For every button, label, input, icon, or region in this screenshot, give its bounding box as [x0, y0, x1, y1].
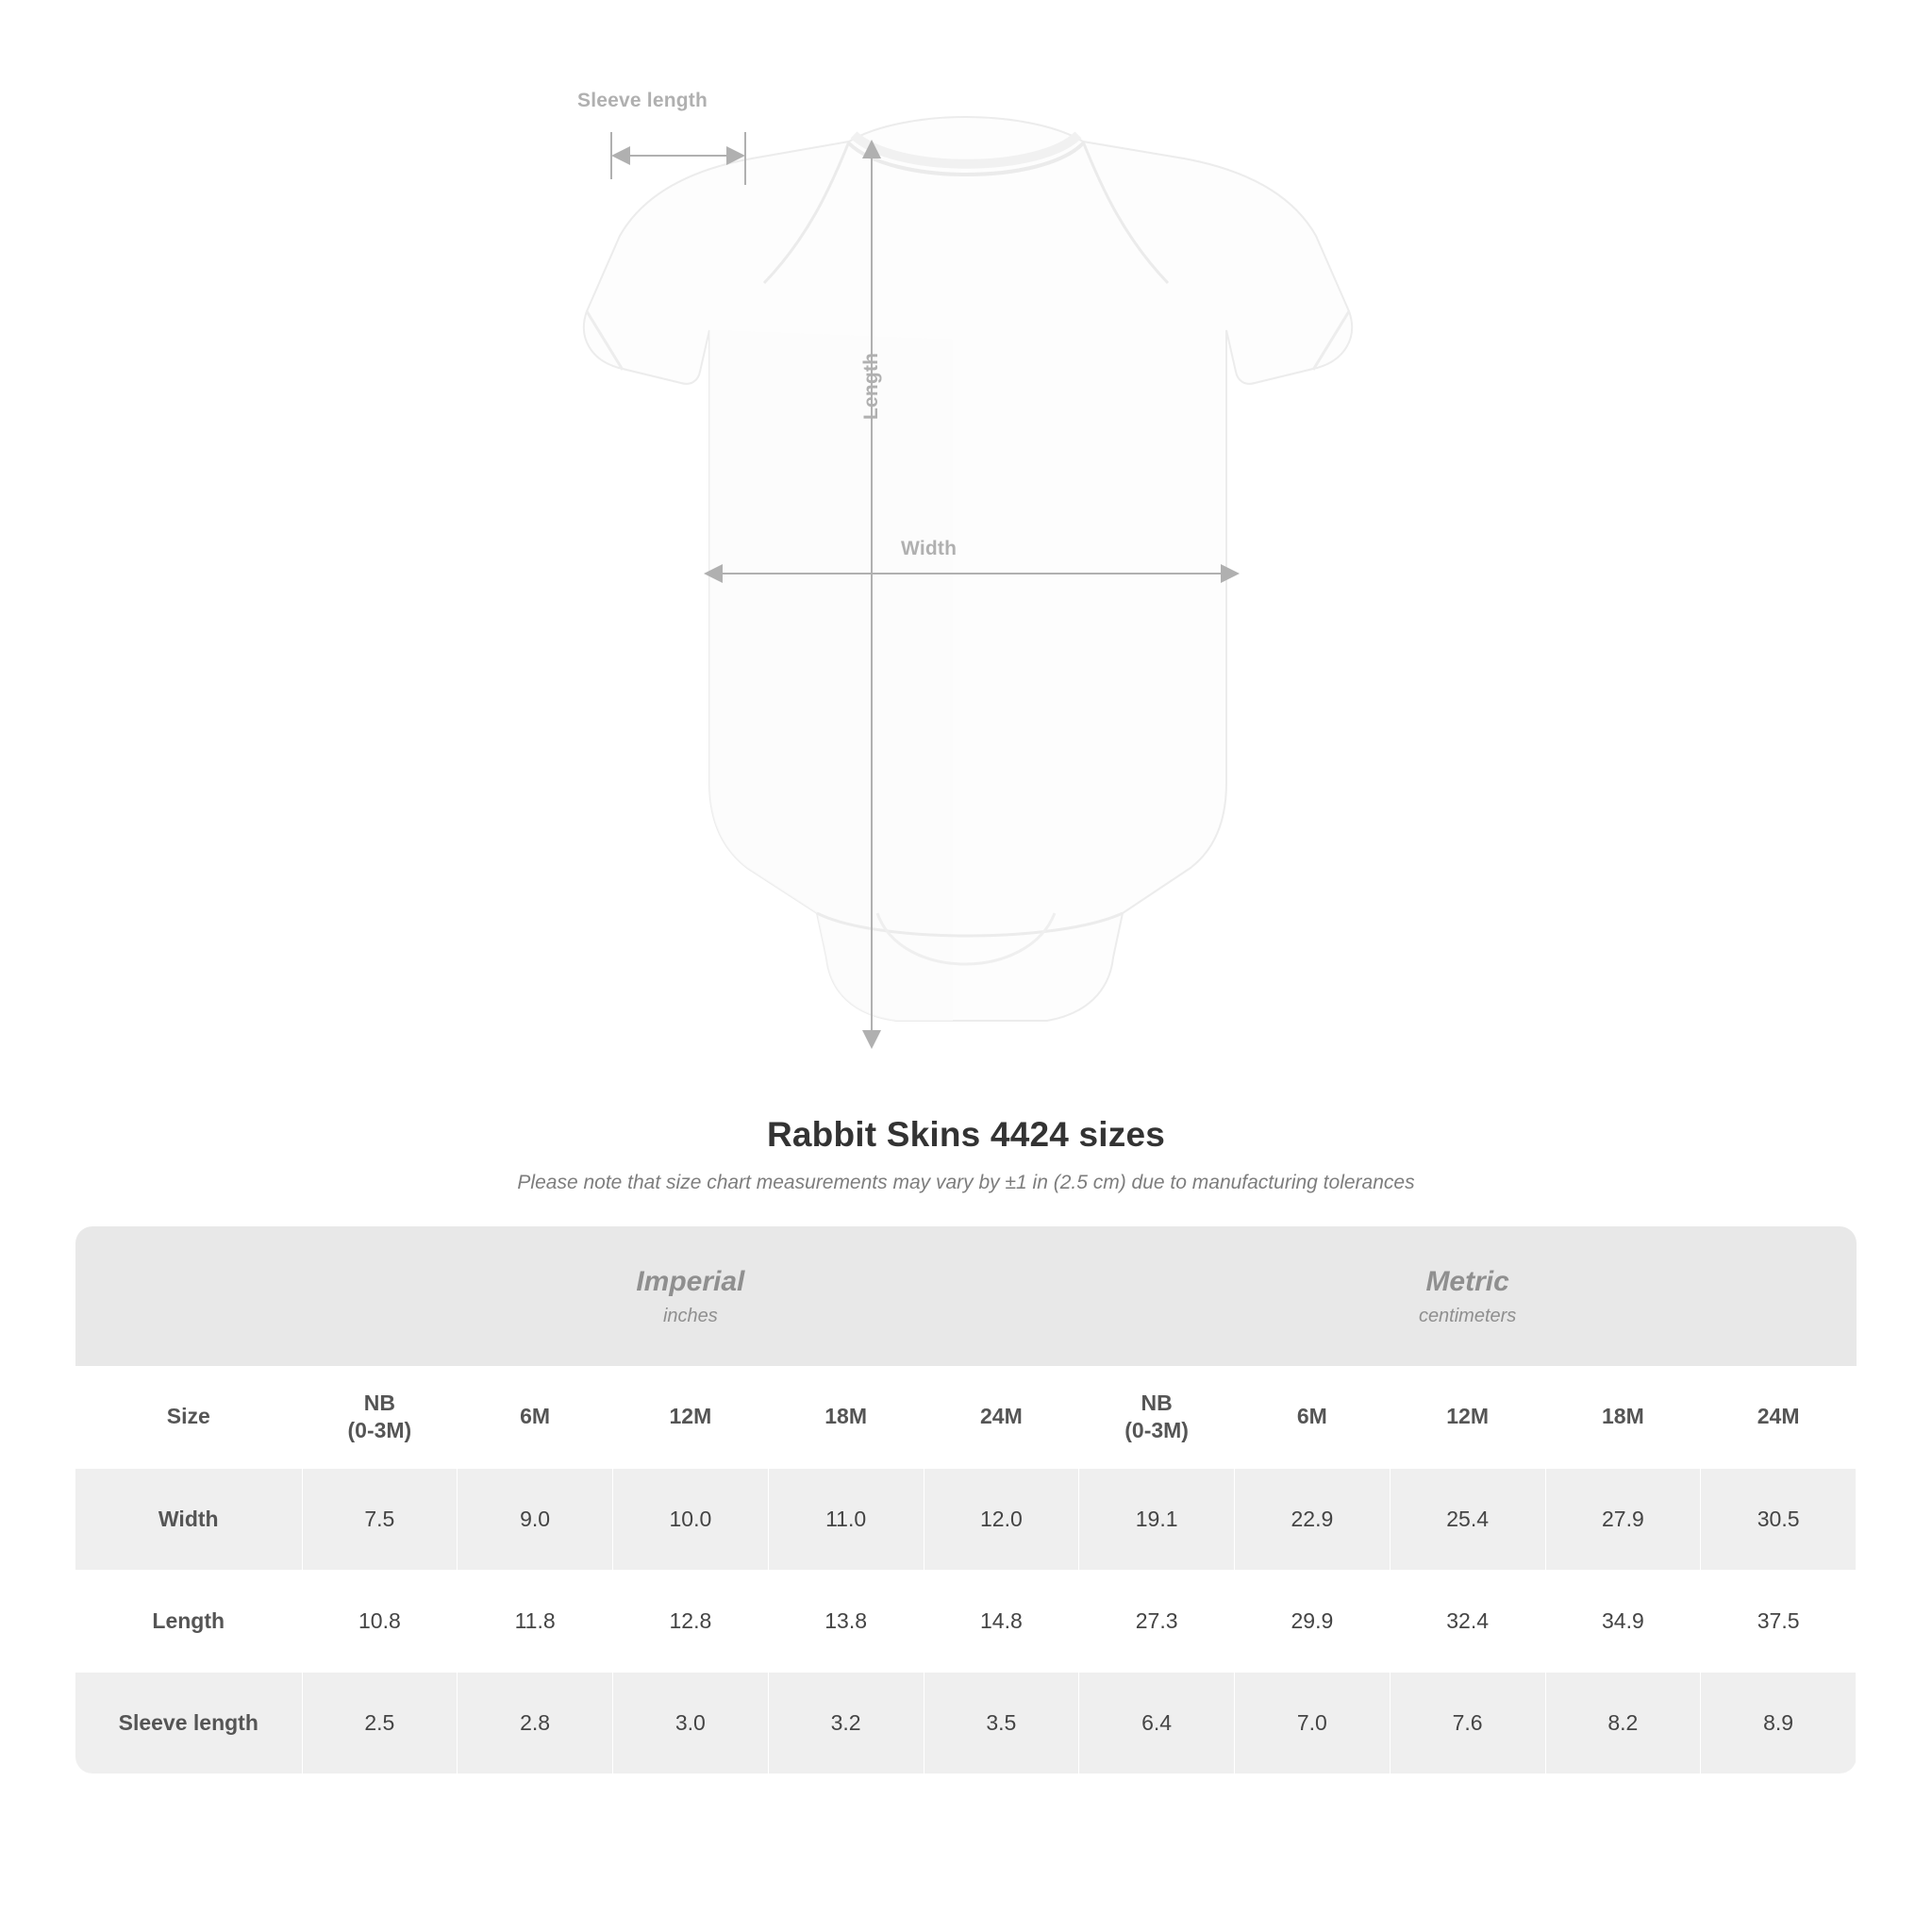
header-size-nb-imperial: NB (0-3M) — [302, 1366, 458, 1468]
table-header-row — [75, 1366, 1857, 1468]
header-size-12m-metric: 12M — [1390, 1366, 1545, 1468]
cell-sleeve-nb-in: 2.5 — [302, 1672, 458, 1774]
cell-width-nb-in: 7.5 — [302, 1468, 458, 1570]
cell-width-24m-cm: 30.5 — [1701, 1468, 1857, 1570]
length-label: Length — [860, 352, 882, 420]
cell-sleeve-18m-in: 3.2 — [768, 1672, 924, 1774]
row-label-width: Width — [75, 1468, 302, 1570]
page-title: Rabbit Skins 4424 sizes — [766, 1115, 1166, 1154]
cell-width-12m-cm: 25.4 — [1390, 1468, 1545, 1570]
units-row — [75, 1226, 1857, 1366]
unit-group-metric — [1079, 1226, 1857, 1366]
size-table — [75, 1226, 1857, 1774]
cell-width-nb-cm: 19.1 — [1079, 1468, 1235, 1570]
cell-sleeve-12m-in: 3.0 — [613, 1672, 769, 1774]
cell-length-12m-cm: 32.4 — [1390, 1570, 1545, 1672]
width-label: Width — [901, 538, 958, 559]
header-size-6m-imperial: 6M — [458, 1366, 613, 1468]
cell-sleeve-24m-in: 3.5 — [924, 1672, 1079, 1774]
bodysuit-shape — [584, 117, 1352, 1021]
sleeve-length-label: Sleeve length — [577, 90, 708, 111]
cell-length-nb-cm: 27.3 — [1079, 1570, 1235, 1672]
table-row — [75, 1570, 1857, 1672]
cell-width-18m-cm: 27.9 — [1545, 1468, 1701, 1570]
cell-sleeve-24m-cm: 8.9 — [1701, 1672, 1857, 1774]
cell-sleeve-18m-cm: 8.2 — [1545, 1672, 1701, 1774]
cell-sleeve-6m-in: 2.8 — [458, 1672, 613, 1774]
cell-length-6m-cm: 29.9 — [1235, 1570, 1391, 1672]
header-size: Size — [75, 1366, 302, 1468]
cell-length-24m-in: 14.8 — [924, 1570, 1079, 1672]
cell-length-6m-in: 11.8 — [458, 1570, 613, 1672]
cell-width-6m-cm: 22.9 — [1235, 1468, 1391, 1570]
header-size-24m-imperial: 24M — [924, 1366, 1079, 1468]
row-label-sleeve-length: Sleeve length — [75, 1672, 302, 1774]
unit-metric-name: Metric — [1425, 1265, 1509, 1297]
unit-imperial-sub: inches — [662, 1305, 718, 1326]
header-size-18m-imperial: 18M — [768, 1366, 924, 1468]
cell-length-24m-cm: 37.5 — [1701, 1570, 1857, 1672]
cell-width-12m-in: 10.0 — [613, 1468, 769, 1570]
cell-sleeve-12m-cm: 7.6 — [1390, 1672, 1545, 1774]
cell-sleeve-6m-cm: 7.0 — [1235, 1672, 1391, 1774]
header-size-18m-metric: 18M — [1545, 1366, 1701, 1468]
cell-length-12m-in: 12.8 — [613, 1570, 769, 1672]
measurement-note: Please note that size chart measurements may vary by ±1 in (2.5 cm) due to manufacturing tolerances — [517, 1172, 1415, 1193]
cell-width-6m-in: 9.0 — [458, 1468, 613, 1570]
units-spacer — [75, 1226, 302, 1366]
row-label-length: Length — [75, 1570, 302, 1672]
header-size-24m-metric: 24M — [1701, 1366, 1857, 1468]
header-size-nb-metric: NB (0-3M) — [1079, 1366, 1235, 1468]
header-size-12m-imperial: 12M — [613, 1366, 769, 1468]
table-row — [75, 1468, 1857, 1570]
unit-imperial-name: Imperial — [636, 1265, 745, 1297]
size-table-wrapper — [75, 1226, 1857, 1774]
unit-group-imperial — [302, 1226, 1079, 1366]
table-row — [75, 1672, 1857, 1774]
unit-metric-sub: centimeters — [1418, 1305, 1517, 1326]
header-size-6m-metric: 6M — [1235, 1366, 1391, 1468]
cell-length-nb-in: 10.8 — [302, 1570, 458, 1672]
title-block — [0, 1115, 1932, 1194]
cell-length-18m-in: 13.8 — [768, 1570, 924, 1672]
cell-sleeve-nb-cm: 6.4 — [1079, 1672, 1235, 1774]
cell-width-18m-in: 11.0 — [768, 1468, 924, 1570]
cell-width-24m-in: 12.0 — [924, 1468, 1079, 1570]
cell-length-18m-cm: 34.9 — [1545, 1570, 1701, 1672]
